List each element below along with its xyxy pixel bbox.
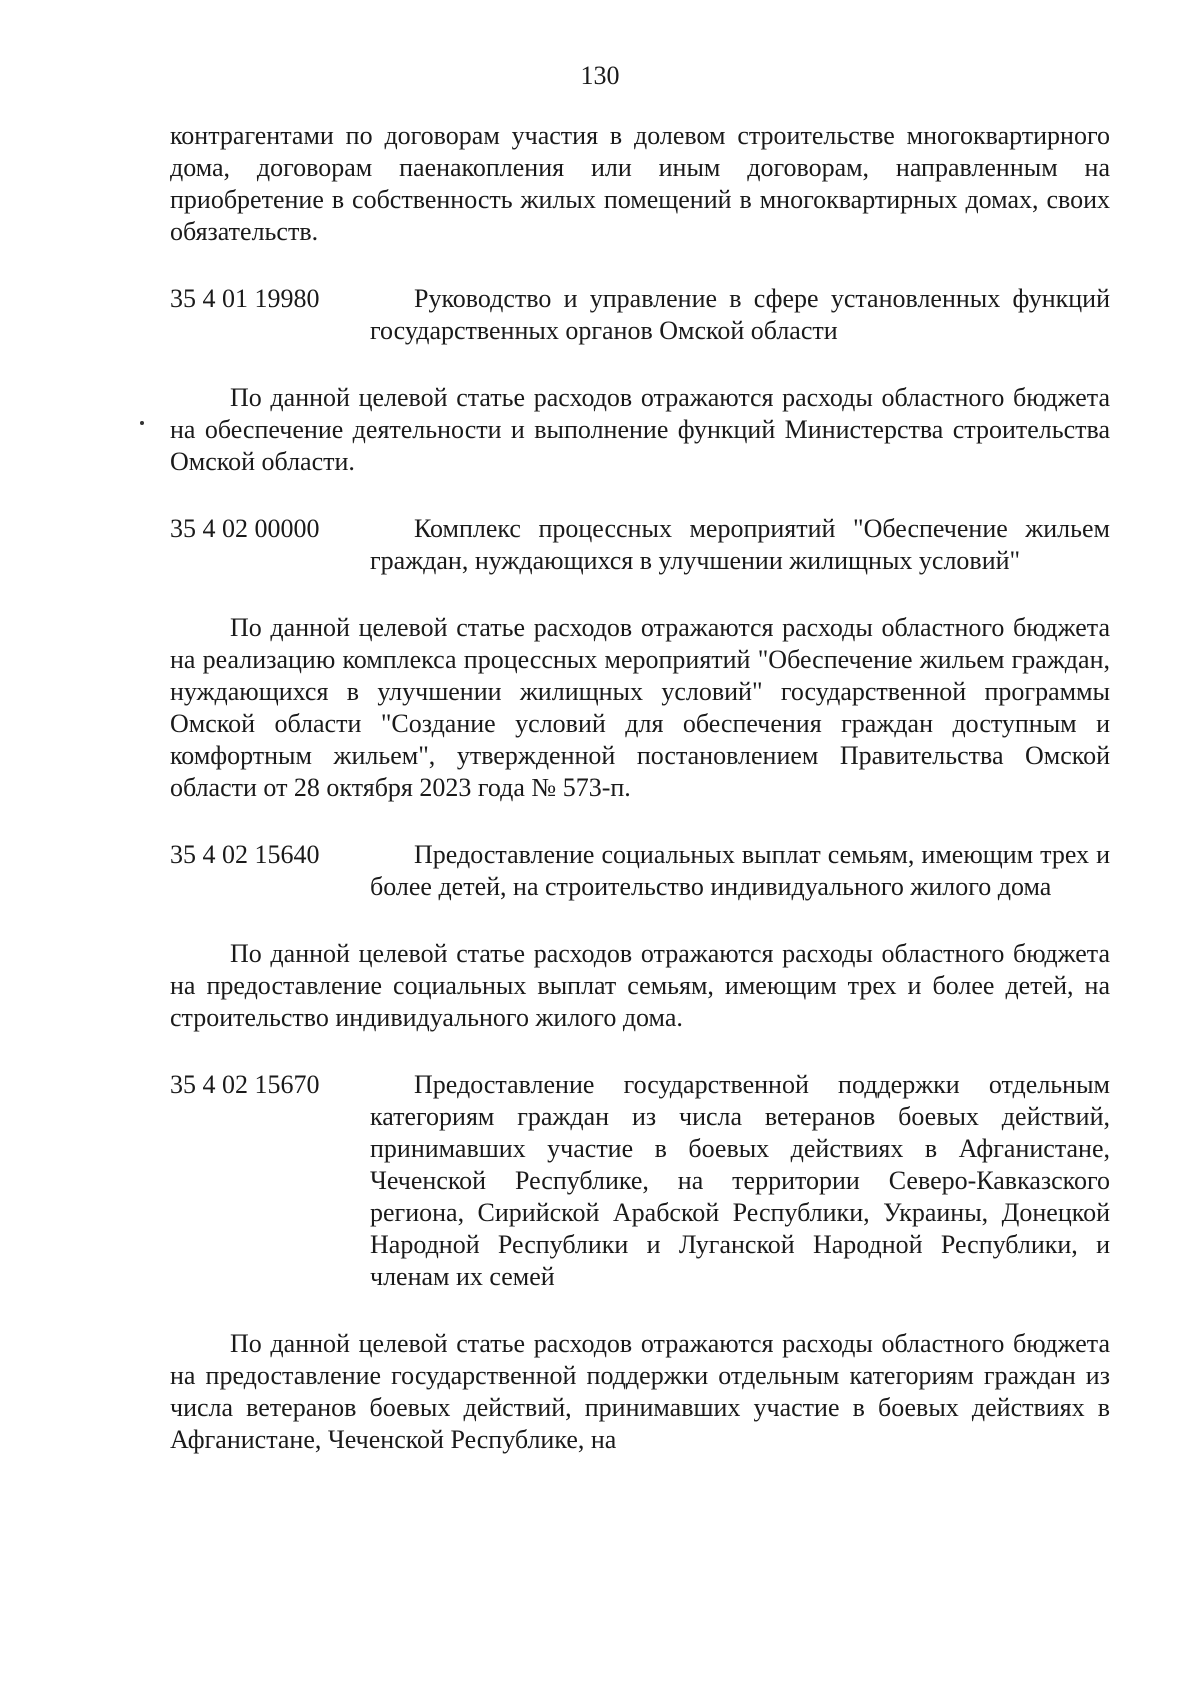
budget-entry: [170, 283, 1110, 347]
paragraph: По данной целевой статье расходов отражаются расходы областного бюджета на обеспечение деятельности и выполнение функций Министерства строительства Омской области.: [170, 383, 1110, 476]
paragraph: По данной целевой статье расходов отражаются расходы областного бюджета на предоставление государственной поддержки отдельным категориям граждан из числа ветеранов боевых действий, принимавших участие в боевых действиях в Афганистане, Чеченской Республике, на: [170, 1329, 1110, 1454]
budget-entry-title: Руководство и управление в сфере установленных функций государственных органов Омской области: [370, 284, 1110, 345]
page-number: 130: [580, 61, 620, 90]
budget-entry: [170, 1069, 1110, 1293]
paragraph: По данной целевой статье расходов отражаются расходы областного бюджета на реализацию комплекса процессных мероприятий "Обеспечение жильем граждан, нуждающихся в улучшении жилищных условий" государственной программы Омской области "Создание условий для обеспечения граждан доступным и комфортным жильем", утвержденной постановлением Правительства Омской области от 28 октября 2023 года № 573-п.: [170, 613, 1110, 802]
paragraph-continuation: контрагентами по договорам участия в долевом строительстве многоквартирного дома, договорам паенакопления или иным договорам, направленным на приобретение в собственность жилых помещений в многоквартирных домах, своих обязательств.: [170, 121, 1110, 246]
budget-code: 35 4 02 15640: [170, 840, 320, 869]
budget-entry: [170, 839, 1110, 903]
paragraph: По данной целевой статье расходов отражаются расходы областного бюджета на предоставление социальных выплат семьям, имеющим трех и более детей, на строительство индивидуального жилого дома.: [170, 939, 1110, 1032]
budget-entry-title: Предоставление государственной поддержки отдельным категориям граждан из числа ветеранов боевых действий, принимавших участие в боевых действиях в Афганистане, Чеченской Республике, на территории Северо-Кавказского региона, Сирийской Арабской Республики, Украины, Донецкой Народной Республики и Луганской Народной Республики, и членам их семей: [370, 1070, 1110, 1291]
budget-entry-title: Предоставление социальных выплат семьям, имеющим трех и более детей, на строительство индивидуального жилого дома: [370, 840, 1110, 901]
budget-entry: [170, 513, 1110, 577]
document-body: [170, 120, 1110, 1491]
budget-code: 35 4 02 15670: [170, 1070, 320, 1099]
budget-code: 35 4 02 00000: [170, 514, 320, 543]
budget-code: 35 4 01 19980: [170, 284, 320, 313]
budget-entry-title: Комплекс процессных мероприятий "Обеспечение жильем граждан, нуждающихся в улучшении жилищных условий": [370, 514, 1110, 575]
margin-mark: [140, 421, 144, 425]
